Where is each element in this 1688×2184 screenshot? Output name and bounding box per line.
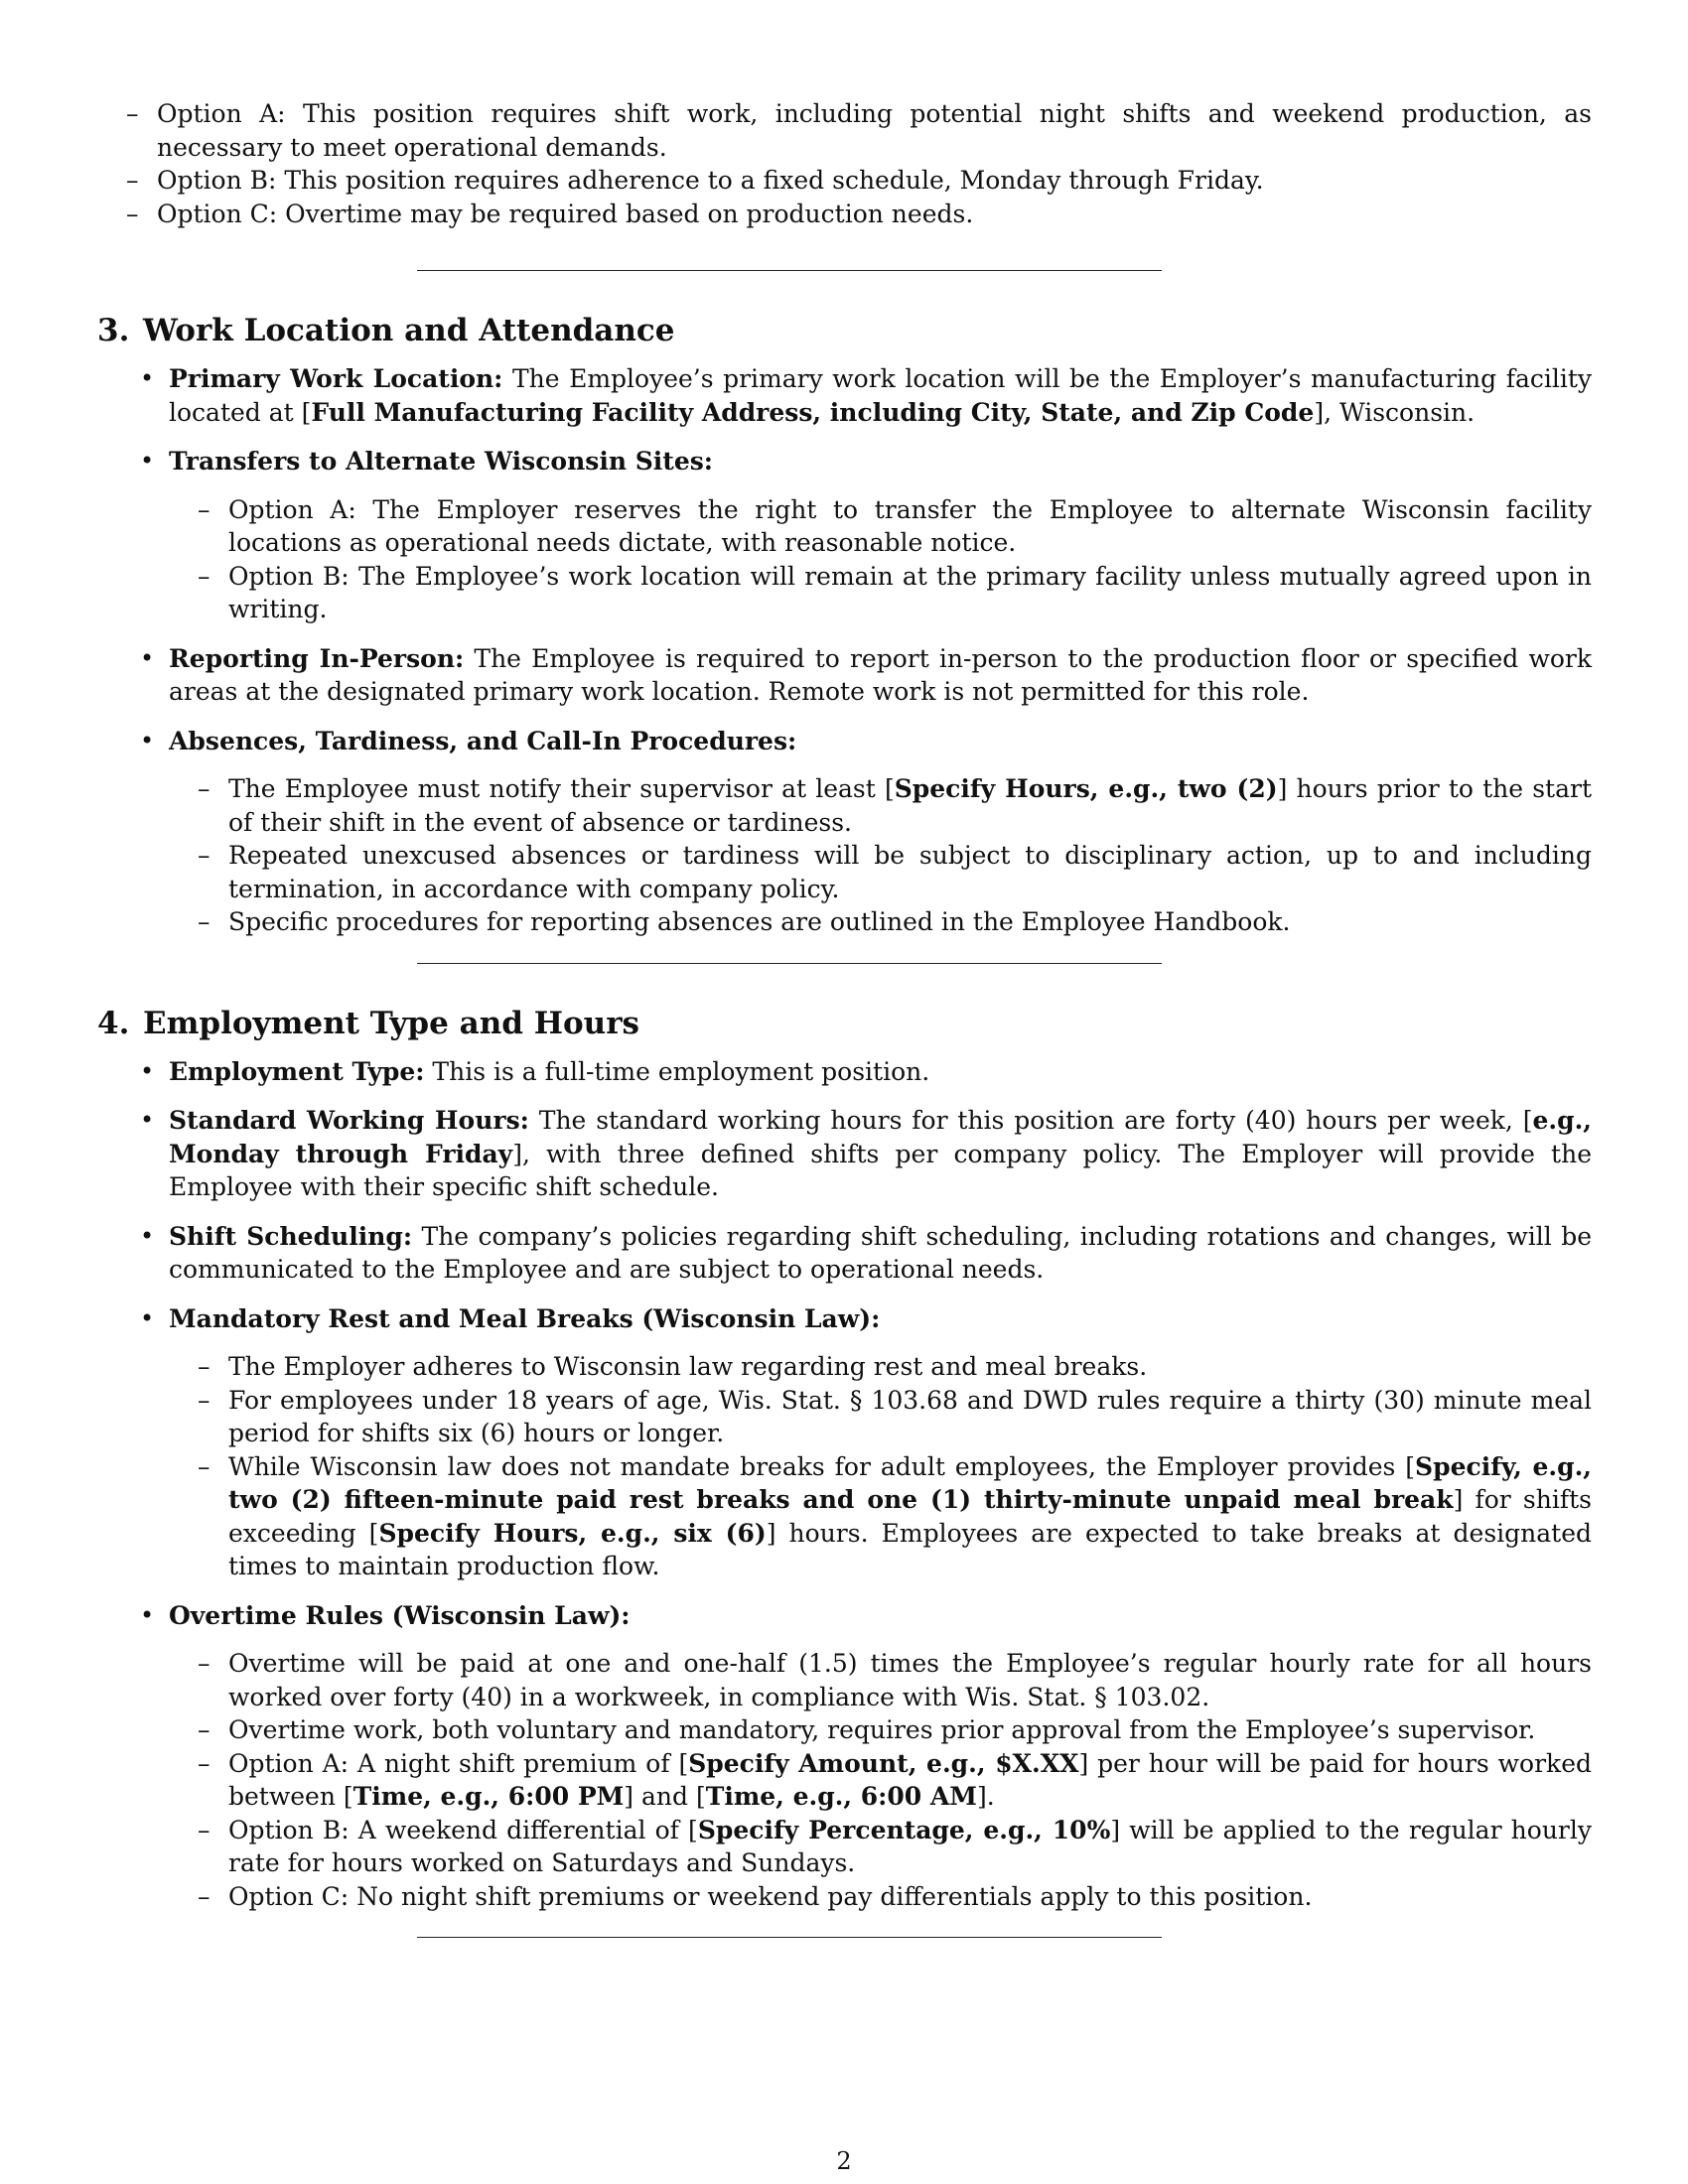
list-item: – While Wisconsin law does not mandate breaks for adult employees, the Employer provides [Specify, e.g., two (2) fifteen-minute paid rest breaks and one (1) thirty-minute unpaid meal break] for shifts exceeding [Specify Hours, e.g., six (6)] hours. Employees are expected to take breaks at designated times to maintain production flow. bbox=[198, 1451, 1593, 1580]
overtime-list bbox=[169, 1647, 1592, 1913]
employment-type-item: • Employment Type: This is a full-time employment position. bbox=[140, 1056, 930, 1086]
list-item: – Option C: No night shift premiums or weekend pay differentials apply to this position. bbox=[198, 1881, 1313, 1911]
breaks-item: • Mandatory Rest and Meal Breaks (Wisconsin Law): – The Employer adheres to Wisconsin law regarding rest and meal breaks. – For employees under 18 years of age, Wis. Stat. § 103.68 and DWD rules require a thirty (30) minute meal period for shifts six (6) hours or longer. – While Wisconsin law does not mandate breaks for adult employees, the Employer provides [Specify, e.g., two (2) fifteen-minute paid rest breaks and one (1) thirty-minute unpaid meal break] for shifts exceeding [Specify Hours, e.g., six (6)] hours. Employees are expected to take breaks at designated times to maintain production flow. bbox=[97, 1302, 1592, 1583]
page-number: 2 bbox=[836, 2147, 852, 2175]
list-item: – Specific procedures for reporting absences are outlined in the Employee Handbook. bbox=[198, 907, 1291, 936]
reporting-in-person-item: • Reporting In-Person: The Employee is required to report in-person to the production floor or specified work areas at the designated primary work location. Remote work is not permitted for this role. bbox=[140, 643, 1592, 706]
section-3-title: 3. Work Location and Attendance bbox=[97, 313, 675, 348]
section-4-title: 4. Employment Type and Hours bbox=[97, 1005, 639, 1041]
list-item: – Option A: The Employer reserves the right to transfer the Employee to alternate Wisconsin facility locations as operational needs dictate, with reasonable notice. bbox=[198, 494, 1592, 557]
transfers-options-list bbox=[169, 493, 1592, 626]
list-item: – Repeated unexcused absences or tardiness will be subject to disciplinary action, up to and including termination, in accordance with company policy. bbox=[198, 841, 1592, 903]
list-item: – Option A: A night shift premium of [Specify Amount, e.g., $X.XX] per hour will be paid for hours worked between [Time, e.g., 6:00 PM] and [Time, e.g., 6:00 AM]. bbox=[198, 1748, 1592, 1811]
list-item: – The Employer adheres to Wisconsin law regarding rest and meal breaks. bbox=[198, 1352, 1148, 1381]
list-item: – Option B: The Employee’s work location will remain at the primary facility unless mutually agreed upon in writing. bbox=[198, 561, 1592, 623]
primary-work-location-item: • Primary Work Location: The Employee’s primary work location will be the Employer’s manufacturing facility located at [Full Manufacturing Facility Address, including City, State, and Zip Code], Wisconsin. bbox=[140, 364, 1593, 427]
overtime-item: • Overtime Rules (Wisconsin Law): – Overtime will be paid at one and one-half (1.5) times the Employee’s regular hourly rate for all hours worked over forty (40) in a workweek, in compliance with Wis. Stat. § 103.02. – Overtime work, both voluntary and mandatory, requires prior approval from the Employee’s supervisor. – Option A: A night shift premium of [Specify Amount, e.g., $X.XX] per hour will be paid for hours worked between [Time, e.g., 6:00 PM] and [Time, e.g., 6:00 AM]. – Option B: A weekend differential of [Specify Percentage, e.g., 10%] will be applied to the regular hourly rate for hours worked on Saturdays and Sundays. – Option C: No night shift premiums or weekend pay differentials apply to this position. bbox=[97, 1599, 1592, 1914]
section-divider bbox=[417, 1937, 1162, 1938]
list-item: – Option B: This position requires adherence to a fixed schedule, Monday through Friday. bbox=[126, 166, 1264, 195]
breaks-list bbox=[169, 1350, 1592, 1583]
absences-list bbox=[169, 772, 1592, 939]
transfers-item: • Transfers to Alternate Wisconsin Sites: – Option A: The Employer reserves the right to transfer the Employee to alternate Wisconsin facility locations as operational needs dictate, with reasonable notice. – Option B: The Employee’s work location will remain at the primary facility unless mutually agreed upon in writing. bbox=[97, 445, 1592, 626]
section-4-list bbox=[97, 1055, 1592, 1914]
section-3-list bbox=[97, 362, 1592, 939]
list-item: – For employees under 18 years of age, Wis. Stat. § 103.68 and DWD rules require a thirty (30) minute meal period for shifts six (6) hours or longer. bbox=[198, 1385, 1592, 1447]
schedule-options-list bbox=[97, 97, 1592, 230]
section-divider bbox=[417, 963, 1162, 964]
list-item: – The Employee must notify their supervisor at least [Specify Hours, e.g., two (2)] hours prior to the start of their shift in the event of absence or tardiness. bbox=[198, 774, 1592, 837]
section-divider bbox=[417, 270, 1162, 271]
standard-hours-item: • Standard Working Hours: The standard working hours for this position are forty (40) hours per week, [e.g., Monday through Friday], with three defined shifts per company policy. The Employer will provide the Employee with their specific shift schedule. bbox=[140, 1106, 1592, 1201]
page-content bbox=[97, 97, 1592, 1978]
list-item: – Overtime work, both voluntary and mandatory, requires prior approval from the Employee’s supervisor. bbox=[198, 1715, 1536, 1744]
list-item: – Option A: This position requires shift work, including potential night shifts and weekend production, as necessary to meet operational demands. bbox=[126, 99, 1592, 162]
shift-scheduling-item: • Shift Scheduling: The company’s policies regarding shift scheduling, including rotations and changes, will be communicated to the Employee and are subject to operational needs. bbox=[140, 1221, 1592, 1284]
absences-item: • Absences, Tardiness, and Call-In Procedures: – The Employee must notify their supervisor at least [Specify Hours, e.g., two (2)] hours prior to the start of their shift in the event of absence or tardiness. – Repeated unexcused absences or tardiness will be subject to disciplinary action, up to and including termination, in accordance with company policy. – Specific procedures for reporting absences are outlined in the Employee Handbook. bbox=[97, 725, 1592, 939]
list-item: – Option C: Overtime may be required based on production needs. bbox=[126, 199, 974, 228]
list-item: – Overtime will be paid at one and one-half (1.5) times the Employee’s regular hourly rate for all hours worked over forty (40) in a workweek, in compliance with Wis. Stat. § 103.02. bbox=[198, 1649, 1592, 1711]
list-item: – Option B: A weekend differential of [Specify Percentage, e.g., 10%] will be applied to the regular hourly rate for hours worked on Saturdays and Sundays. bbox=[198, 1815, 1592, 1877]
